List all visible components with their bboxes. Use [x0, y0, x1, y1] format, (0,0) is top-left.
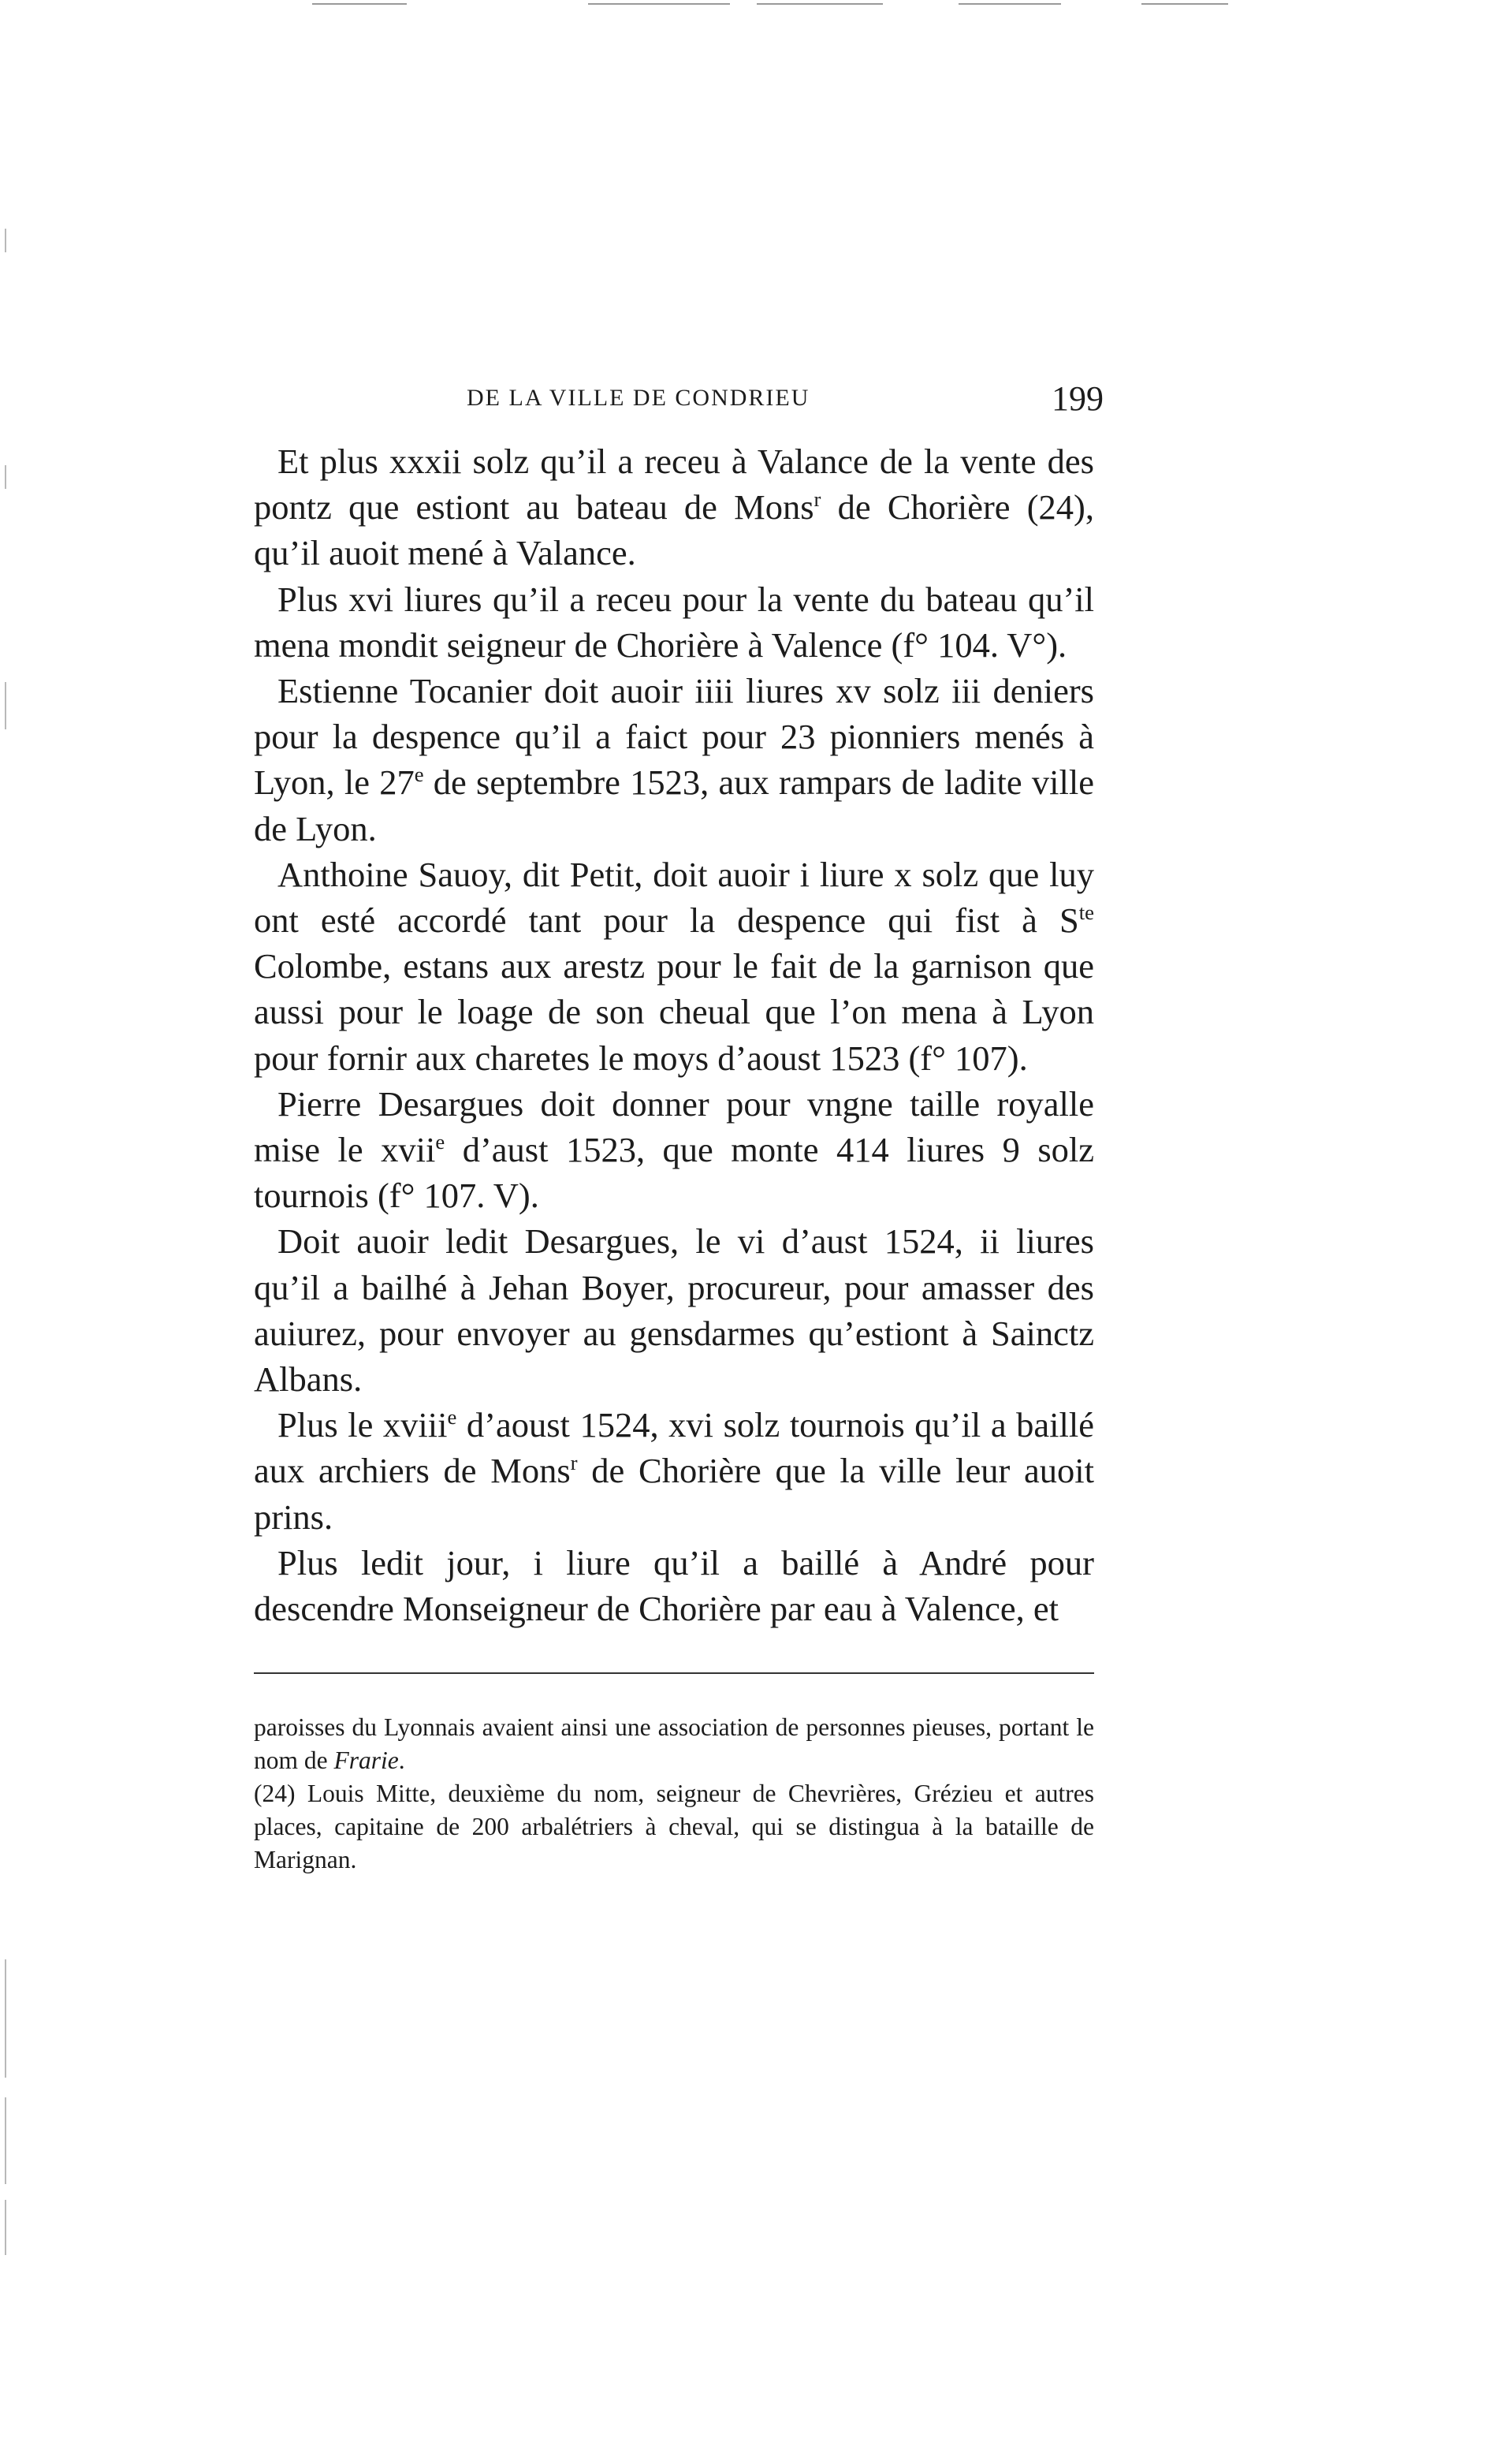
- paragraph: Pierre Desargues doit donner pour vngne taille royalle mise le xvii$^e$ d’aust 1523, que monte 414 liures 9 solz tournois (f° 107. V).: [254, 1083, 1094, 1216]
- paragraph: Et plus xxxii solz qu’il a receu à Valance de la vente des pontz que estiont au bateau de Mons$^r$ de Chorière (24), qu’il auoit mené à Valance.: [254, 442, 1094, 573]
- scan-artifact-edge: [5, 465, 6, 489]
- page-header: [254, 378, 1104, 426]
- paragraph: Estienne Tocanier doit auoir iiii liures xv solz iii deniers pour la despence qu’il a faict pour 23 pionniers menés à Lyon, le 27e de septembre 1523, aux rampars de ladite ville de Lyon.: [254, 671, 1094, 848]
- footnotes: [254, 1711, 1094, 1877]
- scan-artifact-edge: [5, 229, 6, 252]
- paragraph: Plus xvi liures qu’il a receu pour la vente du bateau qu’il mena mondit seigneur de Chorière à Valence (f° 104. V°).: [254, 579, 1094, 665]
- scan-artifact-rule: [588, 3, 730, 5]
- scan-artifact-edge: [5, 682, 6, 729]
- scan-artifact-edge: [5, 2097, 6, 2184]
- paragraph: Anthoine Sauoy, dit Petit, doit auoir i liure x solz que luy ont esté accordé tant pour la despence qui fist à $S^{te}$ Colombe, estans aux arestz pour le fait de la garnison que aussi pour le loage de son cheual que l’on mena à Lyon pour fornir aux charetes le moys d’aoust 1523 (f° 107).: [254, 854, 1094, 1078]
- paragraph: Doit auoir ledit Desargues, le vi d’aust 1524, ii liures qu’il a bailhé à Jehan Boyer, procureur, pour amasser des auiurez, pour envoyer au gensdarmes qu’estiont à Sainctz Albans.: [254, 1221, 1094, 1400]
- scan-artifact-rule: [312, 3, 407, 5]
- scan-artifact-rule: [757, 3, 883, 5]
- running-head: DE LA VILLE DE CONDRIEU: [467, 385, 810, 411]
- paragraph: Plus ledit jour, i liure qu’il a baillé à André pour descendre Monseigneur de Chorière par eau à Valence, et: [254, 1542, 1094, 1629]
- scan-artifact-edge: [5, 1959, 6, 2078]
- footnote-rule: [254, 1672, 1094, 1674]
- paragraph: Plus le xviii$^e$ d’aoust 1524, xvi solz tournois qu’il a baillé aux archiers de Mons$^r$ de Chorière que la ville leur auoit prins.: [254, 1405, 1094, 1537]
- body-text: [254, 438, 1094, 1631]
- footnote-continuation: paroisses du Lyonnais avaient ainsi une association de personnes pieuses, portant le nom de Frarie.: [254, 1713, 1094, 1774]
- scan-artifact-rule: [1141, 3, 1228, 5]
- scan-artifact-rule: [959, 3, 1061, 5]
- page-number: 199: [1052, 379, 1104, 418]
- scan-artifact-edge: [5, 2200, 6, 2255]
- footnote-24: (24) Louis Mitte, deuxième du nom, seigneur de Chevrières, Grézieu et autres places, capitaine de 200 arbalétriers à cheval, qui se distingua à la bataille de Marignan.: [254, 1780, 1094, 1873]
